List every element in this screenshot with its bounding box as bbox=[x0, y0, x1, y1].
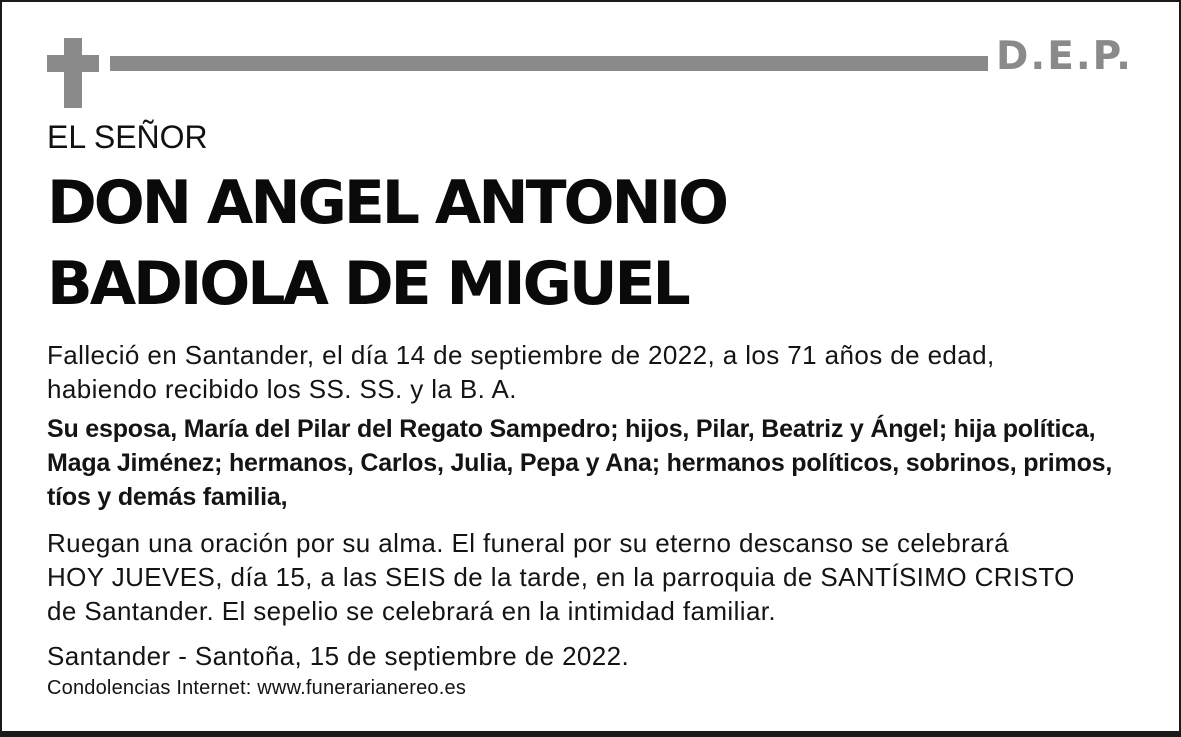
header-rule bbox=[110, 56, 988, 71]
deceased-name-line-2: BADIOLA DE MIGUEL bbox=[47, 249, 688, 319]
dep-label: D.E.P. bbox=[996, 34, 1133, 79]
death-notice-line: habiendo recibido los SS. SS. y la B. A. bbox=[47, 374, 517, 404]
funeral-paragraph bbox=[47, 526, 1147, 628]
family-line: Maga Jiménez; hermanos, Carlos, Julia, Pepa y Ana; hermanos políticos, sobrinos, primos, bbox=[47, 449, 1113, 477]
cross-horizontal-bar bbox=[47, 55, 99, 72]
cross-vertical-bar bbox=[64, 38, 82, 108]
death-notice-paragraph bbox=[47, 338, 1147, 406]
place-date-text: Santander - Santoña, 15 de septiembre de 2022. bbox=[47, 641, 630, 671]
place-date bbox=[47, 639, 1147, 673]
funeral-line: HOY JUEVES, día 15, a las SEIS de la tarde, en la parroquia de SANTÍSIMO CRISTO bbox=[47, 562, 1075, 592]
family-line: tíos y demás familia, bbox=[47, 483, 288, 511]
funeral-line: de Santander. El sepelio se celebrará en la intimidad familiar. bbox=[47, 596, 777, 626]
funeral-line: Ruegan una oración por su alma. El funeral por su eterno descanso se celebrará bbox=[47, 528, 1009, 558]
death-notice-line: Falleció en Santander, el día 14 de septiembre de 2022, a los 71 años de edad, bbox=[47, 340, 995, 370]
family-paragraph bbox=[47, 412, 1147, 514]
family-line: Su esposa, María del Pilar del Regato Sampedro; hijos, Pilar, Beatriz y Ángel; hija política, bbox=[47, 415, 1096, 443]
condolences-line: Condolencias Internet: www.funerarianereo.es bbox=[47, 677, 467, 699]
deceased-name-line-1: DON ANGEL ANTONIO bbox=[47, 168, 727, 238]
title-prefix: EL SEÑOR bbox=[47, 119, 208, 155]
